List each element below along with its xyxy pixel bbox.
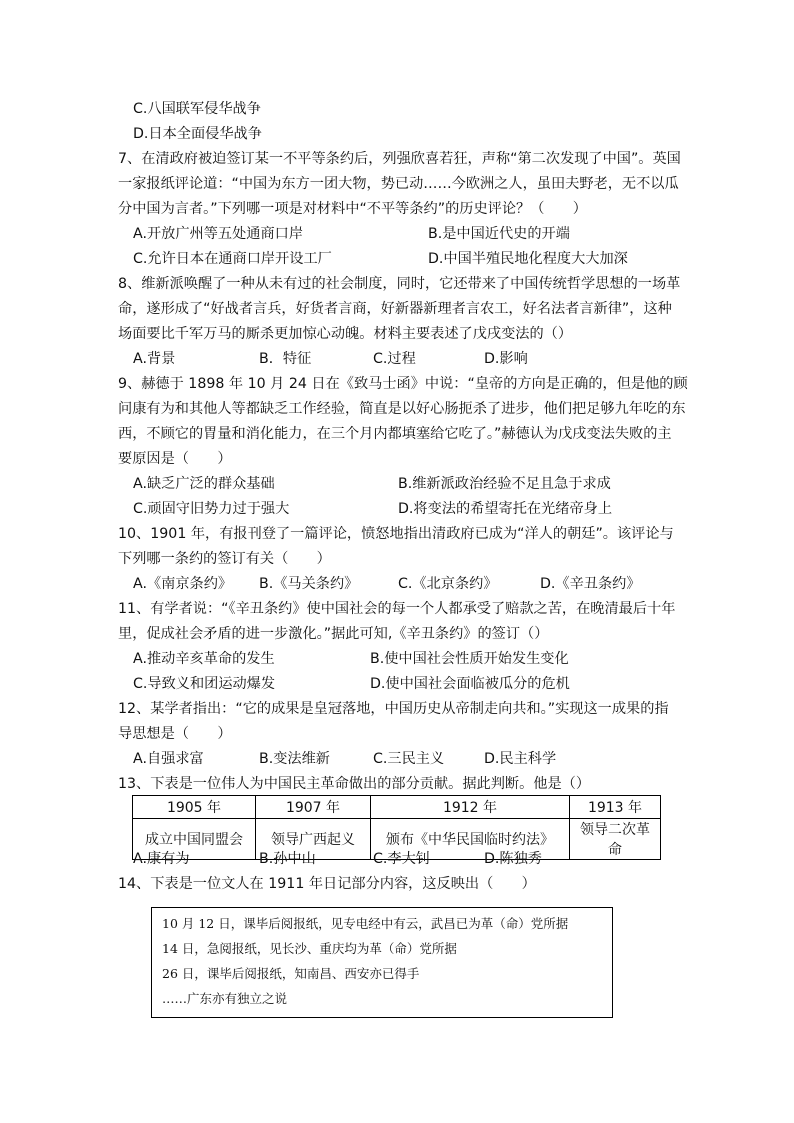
question-8-line-2: 命，遂形成了“好战者言兵，好货者言商，好新器新理者言农工，好名法者言新律”，这种 [118, 301, 672, 317]
q12-option-d: D.民主科学 [484, 751, 557, 767]
table-cell-year: 1905 年 [133, 796, 256, 819]
table-cell-year: 1907 年 [256, 796, 371, 819]
question-9-line-4: 要原因是（ ） [118, 451, 232, 467]
q10-option-a: A.《南京条约》 [133, 576, 233, 592]
option-c: C.八国联军侵华战争 [133, 101, 261, 117]
q11-option-c: C.导致义和团运动爆发 [133, 676, 276, 692]
table-cell-year: 1913 年 [570, 796, 661, 819]
question-12-line-2: 导思想是（ ） [118, 726, 232, 742]
q8-option-d: D.影响 [484, 351, 528, 367]
q13-option-d: D.陈独秀 [484, 851, 542, 867]
q13-option-b: B.孙中山 [259, 851, 316, 867]
q13-option-a: A.康有为 [133, 851, 190, 867]
q8-option-c: C.过程 [373, 351, 416, 367]
question-14-line-1: 14、下表是一位文人在 1911 年日记部分内容，这反映出（ ） [118, 876, 536, 892]
table-cell-event: 领导广西起义 [256, 819, 371, 860]
q12-option-c: C.三民主义 [373, 751, 445, 767]
q12-option-b: B.变法维新 [259, 751, 330, 767]
q8-option-b: B．特征 [259, 351, 312, 367]
q9-option-a: A.缺乏广泛的群众基础 [133, 476, 275, 492]
q11-option-d: D.使中国社会面临被瓜分的危机 [370, 676, 570, 692]
table-cell-year: 1912 年 [371, 796, 570, 819]
diary-line-2: 14 日，急阅报纸，见长沙、重庆均为革（命）党所据 [162, 941, 457, 956]
q7-option-a: A.开放广州等五处通商口岸 [133, 226, 304, 242]
question-13-line-1: 13、下表是一位伟人为中国民主革命做出的部分贡献。据此判断。他是（） [118, 776, 591, 792]
q10-option-c: C.《北京条约》 [398, 576, 498, 592]
question-7-line-3: 分中国为言者。”下列哪一项是对材料中“不平等条约”的历史评论？（ ） [118, 201, 587, 217]
question-7-line-1: 7、在清政府被迫签订某一不平等条约后，列强欣喜若狂，声称“第二次发现了中国”。英国 [118, 151, 681, 167]
q10-option-b: B.《马关条约》 [259, 576, 359, 592]
diary-line-4: ……广东亦有独立之说 [162, 991, 288, 1006]
table-cell-event: 颁布《中华民国临时约法》 [371, 819, 570, 860]
option-d: D.日本全面侵华战争 [133, 126, 262, 142]
table-row [133, 796, 661, 819]
q8-option-a: A.背景 [133, 351, 176, 367]
q10-option-d: D.《辛丑条约》 [540, 576, 641, 592]
question-10-line-2: 下列哪一条约的签订有关（ ） [118, 551, 331, 567]
table-cell-event: 成立中国同盟会 [133, 819, 256, 860]
question-7-line-2: 一家报纸评论道：“中国为东方一团大物，势已动……今欧洲之人，虽田夫野老，无不以瓜 [118, 176, 679, 192]
q13-option-c: C.李大钊 [373, 851, 430, 867]
question-10-line-1: 10、1901 年，有报刊登了一篇评论，愤怒地指出清政府已成为“洋人的朝廷”。该评论与 [118, 526, 674, 542]
q11-option-a: A.推动辛亥革命的发生 [133, 651, 275, 667]
q7-option-b: B.是中国近代史的开端 [428, 226, 570, 242]
q12-option-a: A.自强求富 [133, 751, 204, 767]
q7-option-c: C.允许日本在通商口岸开设工厂 [133, 251, 332, 267]
q7-option-d: D.中国半殖民地化程度大大加深 [428, 251, 628, 267]
diary-box [151, 907, 613, 1018]
q9-option-b: B.维新派政治经验不足且急于求成 [398, 476, 611, 492]
question-8-line-3: 场面要比千军万马的厮杀更加惊心动魄。材料主要表述了戊戌变法的（） [118, 326, 573, 342]
question-11-line-1: 11、有学者说：“《辛丑条约》使中国社会的每一个人都承受了赔款之苦，在晚清最后十年 [118, 601, 676, 617]
question-8-line-1: 8、维新派唤醒了一种从未有过的社会制度，同时，它还带来了中国传统哲学思想的一场革 [118, 276, 681, 292]
q9-option-c: C.顽固守旧势力过于强大 [133, 501, 290, 517]
diary-line-3: 26 日，课毕后阅报纸，知南昌、西安亦已得手 [162, 966, 420, 981]
diary-line-1: 10 月 12 日，课毕后阅报纸，见专电经中有云，武昌已为革（命）党所据 [162, 916, 569, 931]
q11-option-b: B.使中国社会性质开始发生变化 [370, 651, 569, 667]
question-12-line-1: 12、某学者指出：“它的成果是皇冠落地，中国历史从帝制走向共和。”实现这一成果的指 [118, 701, 669, 717]
question-9-line-1: 9、赫德于 1898 年 10 月 24 日在《致马士函》中说：“皇帝的方向是正确的，但是他的顾 [118, 376, 688, 392]
q9-option-d: D.将变法的希望寄托在光绪帝身上 [398, 501, 613, 517]
table-cell-event: 领导二次革命 [570, 819, 661, 860]
question-9-line-3: 西，不顾它的胃量和消化能力，在三个月内都填塞给它吃了。”赫德认为戊戌变法失败的主 [118, 426, 672, 442]
question-11-line-2: 里，促成社会矛盾的进一步激化。”据此可知,《辛丑条约》的签订（） [118, 626, 549, 642]
question-9-line-2: 问康有为和其他人等都缺乏工作经验，简直是以好心肠扼杀了进步，他们把足够九年吃的东 [118, 401, 686, 417]
